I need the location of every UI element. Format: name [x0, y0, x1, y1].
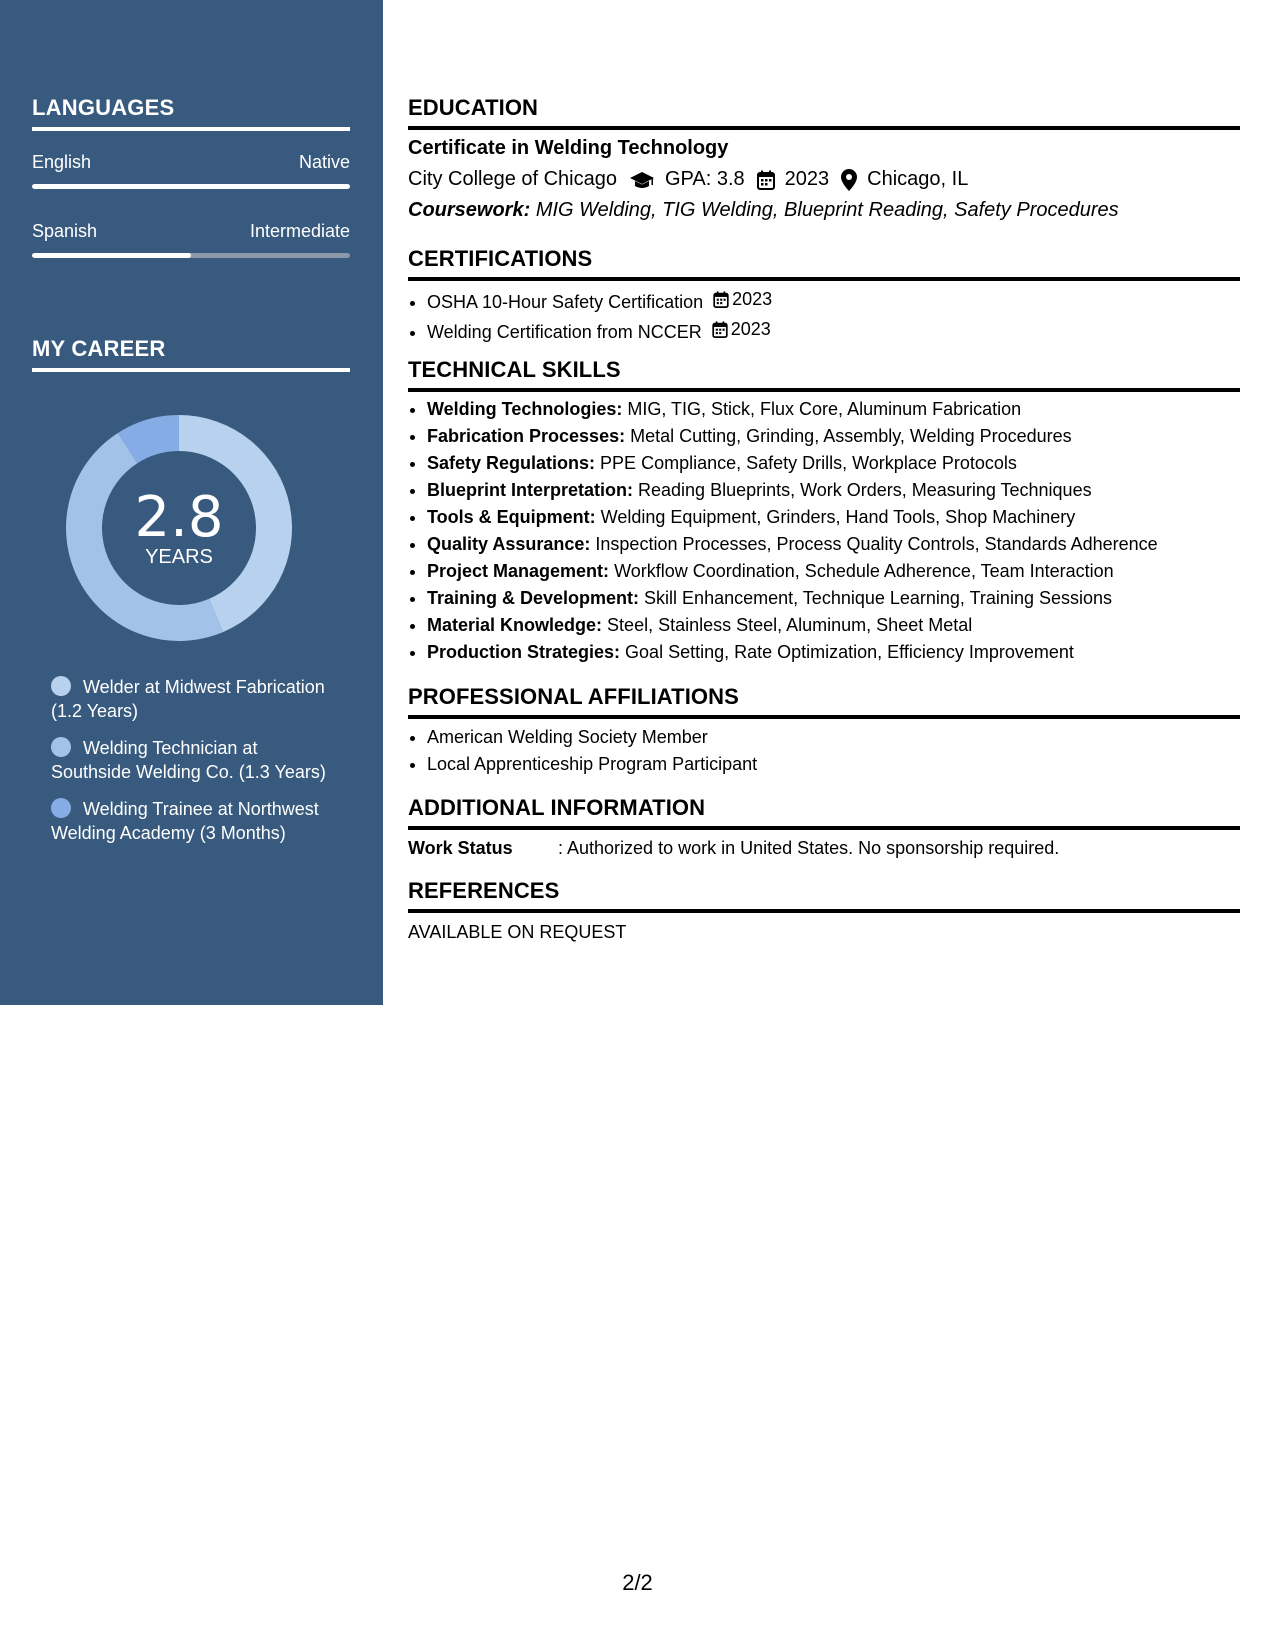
- legend-dot: [51, 798, 71, 818]
- technical-skills-list: [408, 396, 1158, 666]
- legend-dot: [51, 737, 71, 757]
- career-legend-label: Welding Technician at Southside Welding Co. (1.3 Years): [51, 738, 326, 782]
- work-status-value: : Authorized to work in United States. No sponsorship required.: [558, 838, 1060, 858]
- career-donut-chart: [66, 415, 292, 641]
- graduation-cap-icon: [629, 170, 655, 190]
- certification-item: [427, 316, 772, 346]
- language-row-spanish: [32, 221, 350, 242]
- coursework: [408, 199, 1119, 222]
- language-bar-spanish: [32, 253, 350, 258]
- language-level: Intermediate: [249, 221, 350, 241]
- language-bar-english: [32, 184, 350, 189]
- career-total-value: 2.8: [134, 484, 224, 550]
- skill-text: Reading Blueprints, Work Orders, Measuring Techniques: [638, 480, 1092, 500]
- language-bar-fill: [32, 253, 191, 258]
- skill-label: Tools & Equipment:: [427, 507, 596, 527]
- gpa: GPA: 3.8: [665, 168, 745, 190]
- skill-label: Training & Development:: [427, 588, 640, 608]
- affiliations-list: [408, 724, 757, 778]
- skill-text: MIG, TIG, Stick, Flux Core, Aluminum Fabrication: [627, 399, 1022, 419]
- skill-item: [427, 396, 1158, 423]
- skill-label: Fabrication Processes:: [427, 426, 626, 446]
- skill-text: Workflow Coordination, Schedule Adherence, Team Interaction: [614, 561, 1114, 581]
- skill-text: Goal Setting, Rate Optimization, Efficiency Improvement: [625, 642, 1074, 662]
- skill-label: Blueprint Interpretation:: [427, 480, 633, 500]
- references-text: AVAILABLE ON REQUEST: [408, 922, 627, 942]
- education-details: [408, 168, 968, 191]
- language-bar-fill: [32, 184, 350, 189]
- certification-name: OSHA 10-Hour Safety Certification: [427, 292, 704, 312]
- career-heading: MY CAREER: [32, 336, 350, 372]
- legend-dot: [51, 676, 71, 696]
- career-total-unit: YEARS: [145, 545, 213, 568]
- sidebar: [0, 0, 383, 1005]
- skill-item: [427, 558, 1158, 585]
- skill-item: [427, 639, 1158, 666]
- career-legend-item: [51, 736, 341, 784]
- additional-info-heading: ADDITIONAL INFORMATION: [408, 795, 1240, 830]
- skill-label: Material Knowledge:: [427, 615, 603, 635]
- calendar-icon: [757, 170, 775, 190]
- calendar-icon: [712, 321, 728, 338]
- work-status-row: [408, 838, 1059, 859]
- skill-item: [427, 477, 1158, 504]
- references-heading: REFERENCES: [408, 878, 1240, 913]
- skill-item: [427, 423, 1158, 450]
- career-total: [66, 415, 292, 641]
- coursework-label: Coursework:: [408, 199, 531, 221]
- skill-text: Metal Cutting, Grinding, Assembly, Welding Procedures: [630, 426, 1072, 446]
- certification-year: 2023: [732, 289, 773, 309]
- certification-item: [427, 286, 772, 316]
- language-name: Spanish: [32, 221, 98, 241]
- career-legend-label: Welding Trainee at Northwest Welding Academy (3 Months): [51, 799, 319, 843]
- coursework-list: MIG Welding, TIG Welding, Blueprint Reading, Safety Procedures: [535, 199, 1119, 221]
- affiliation-item: • Local Apprenticeship Program Participant: [427, 751, 757, 778]
- technical-skills-heading: TECHNICAL SKILLS: [408, 357, 1240, 392]
- certification-year: 2023: [730, 319, 771, 339]
- affiliations-heading: PROFESSIONAL AFFILIATIONS: [408, 684, 1240, 719]
- languages-heading: LANGUAGES: [32, 95, 350, 131]
- skill-label: Production Strategies:: [427, 642, 621, 662]
- language-name: English: [32, 152, 92, 172]
- skill-text: Steel, Stainless Steel, Aluminum, Sheet Metal: [607, 615, 973, 635]
- school-location: Chicago, IL: [867, 168, 969, 190]
- skill-item: [427, 612, 1158, 639]
- graduation-year: 2023: [784, 168, 830, 190]
- calendar-icon: [713, 291, 729, 308]
- skill-label: Project Management:: [427, 561, 610, 581]
- certifications-heading: CERTIFICATIONS: [408, 246, 1240, 281]
- language-level: Native: [298, 152, 350, 172]
- education-heading: EDUCATION: [408, 95, 1240, 130]
- career-legend-item: [51, 797, 341, 845]
- work-status-label: Work Status: [408, 838, 513, 858]
- skill-label: Safety Regulations:: [427, 453, 596, 473]
- school-name: City College of Chicago: [408, 168, 617, 190]
- skill-text: Inspection Processes, Process Quality Controls, Standards Adherence: [595, 534, 1158, 554]
- language-row-english: [32, 152, 350, 173]
- skill-item: [427, 531, 1158, 558]
- skill-label: Welding Technologies:: [427, 399, 623, 419]
- career-legend: [51, 675, 341, 858]
- skill-text: PPE Compliance, Safety Drills, Workplace Protocols: [600, 453, 1017, 473]
- location-pin-icon: [841, 169, 857, 191]
- skill-text: Skill Enhancement, Technique Learning, Training Sessions: [644, 588, 1113, 608]
- skill-label: Quality Assurance:: [427, 534, 591, 554]
- certifications-list: [408, 286, 772, 346]
- degree-title: Certificate in Welding Technology: [408, 137, 729, 159]
- career-legend-item: [51, 675, 341, 723]
- skill-item: [427, 504, 1158, 531]
- skill-item: [427, 585, 1158, 612]
- affiliation-item: • American Welding Society Member: [427, 724, 757, 751]
- skill-text: Welding Equipment, Grinders, Hand Tools, Shop Machinery: [600, 507, 1076, 527]
- certification-name: Welding Certification from NCCER: [427, 322, 702, 342]
- skill-item: [427, 450, 1158, 477]
- career-legend-label: Welder at Midwest Fabrication (1.2 Years): [51, 677, 325, 721]
- page-number: 2/2: [622, 1570, 653, 1595]
